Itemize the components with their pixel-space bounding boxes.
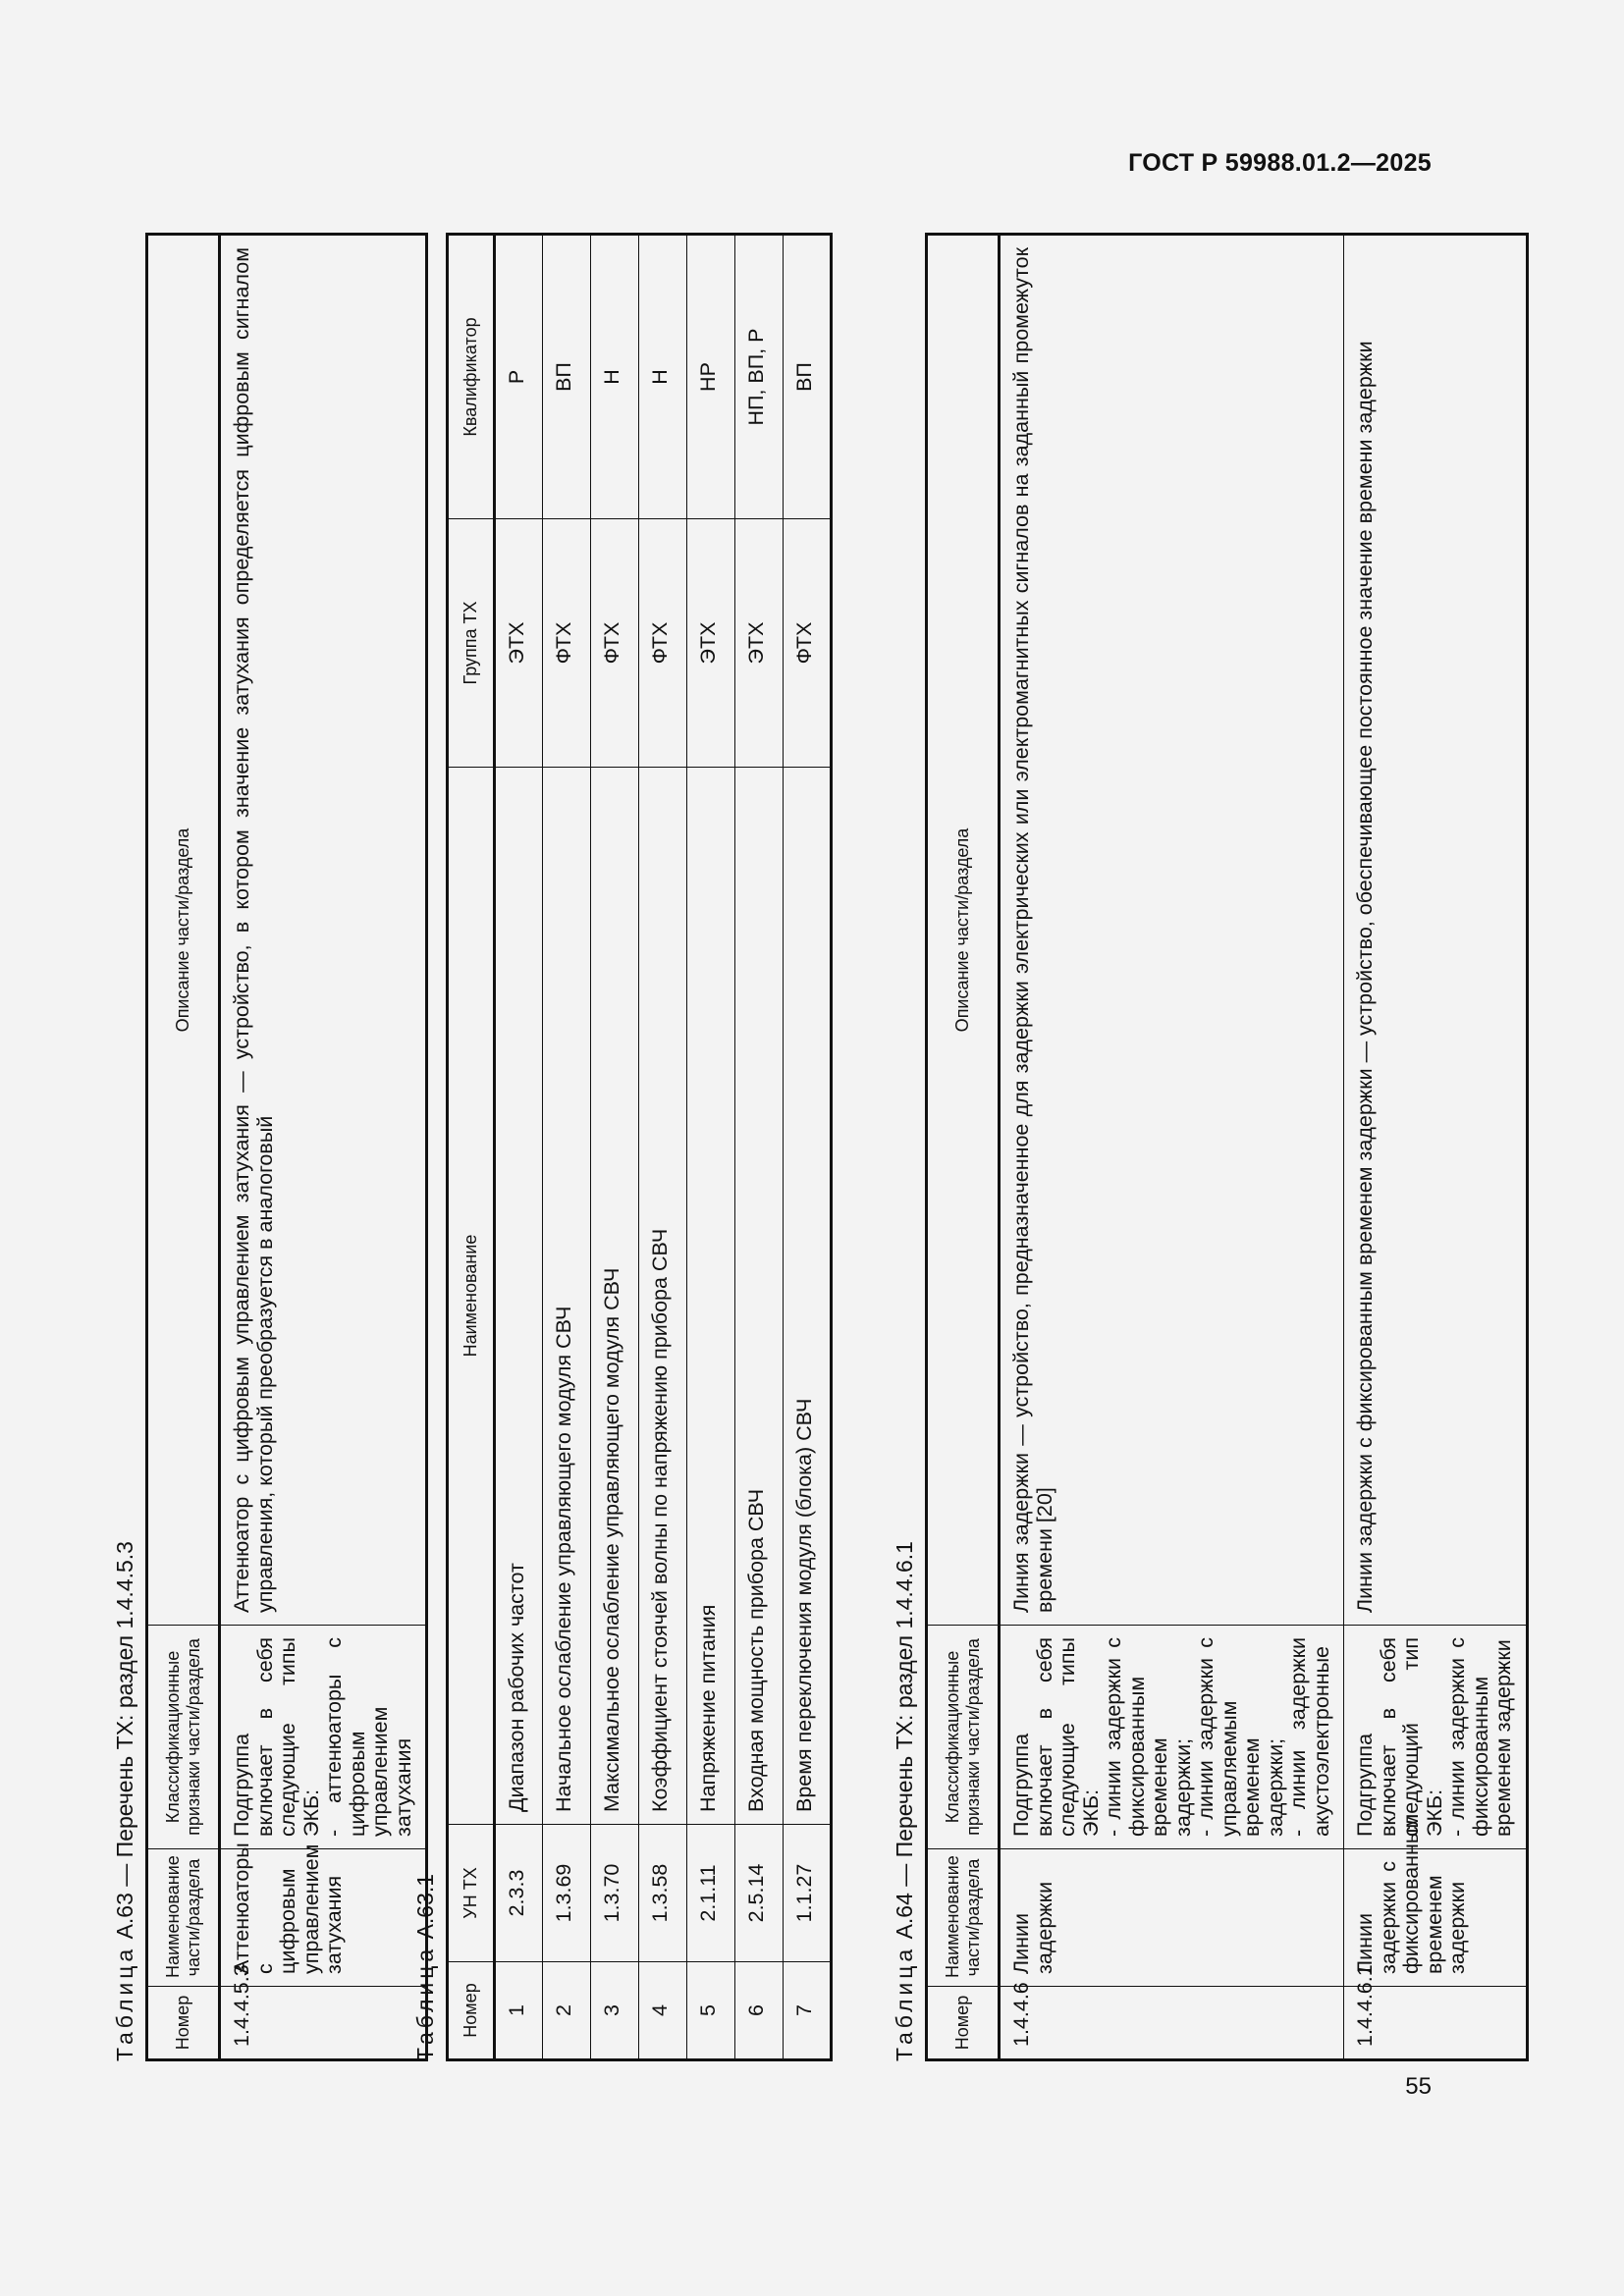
cell-name: Время переключения модуля (блока) СВЧ bbox=[784, 768, 832, 1825]
cell-group: ФТХ bbox=[543, 519, 591, 768]
cell-qualifier: ВП bbox=[543, 235, 591, 519]
cell-features bbox=[1344, 1626, 1528, 1849]
cell-group: ЭТХ bbox=[735, 519, 784, 768]
table-header-row bbox=[147, 235, 220, 2060]
features-item: - аттенюаторы с цифровым управлением затухания bbox=[322, 1637, 415, 1837]
cell-number: 1 bbox=[495, 1962, 543, 2060]
cell-code: 1.3.69 bbox=[543, 1825, 591, 1962]
features-intro: Подгруппа включает в себя следующий тип ЭКБ: bbox=[1353, 1637, 1446, 1837]
cell-name: Линии задержки bbox=[1000, 1849, 1344, 1987]
caption-word: Таблица bbox=[892, 1945, 917, 2061]
col-header-name: Наименование части/раздела bbox=[927, 1849, 1000, 1987]
cell-group: ЭТХ bbox=[687, 519, 735, 768]
features-item: - линии задержки с фиксированным временем задержки bbox=[1445, 1637, 1515, 1837]
cell-name: Аттенюаторы с цифровым управлением затухания bbox=[220, 1849, 427, 1987]
cell-qualifier: ВП bbox=[784, 235, 832, 519]
cell-qualifier: НР bbox=[687, 235, 735, 519]
cell-number: 3 bbox=[591, 1962, 639, 2060]
table-row bbox=[220, 235, 427, 2060]
cell-code: 1.3.70 bbox=[591, 1825, 639, 1962]
cell-name: Коэффициент стоячей волны по напряжению прибора СВЧ bbox=[639, 768, 687, 1825]
cell-number: 4 bbox=[639, 1962, 687, 2060]
cell-name: Напряжение питания bbox=[687, 768, 735, 1825]
cell-code: 2.3.3 bbox=[495, 1825, 543, 1962]
table-a64-caption bbox=[890, 233, 925, 2061]
cell-description: Линия задержки — устройство, предназначенное для задержки электрических или электромагнитных сигналов на заданный промежуток времени [20] bbox=[1000, 235, 1344, 1626]
table-a63-caption bbox=[110, 233, 145, 2061]
table-row bbox=[639, 235, 687, 2060]
table-row bbox=[687, 235, 735, 2060]
cell-description: Линии задержки с фиксированным временем задержки — устройство, обеспечивающее постоянное значение времени задержки bbox=[1344, 235, 1528, 1626]
cell-code: 2.5.14 bbox=[735, 1825, 784, 1962]
table-a63-block bbox=[110, 233, 428, 2061]
cell-qualifier: Н bbox=[591, 235, 639, 519]
cell-features bbox=[1000, 1626, 1344, 1849]
col-header-qualifier: Квалификатор bbox=[448, 235, 495, 519]
table-row bbox=[1000, 235, 1344, 2060]
features-item: - линии задержки с управляемым временем задержки; bbox=[1194, 1637, 1287, 1837]
col-header-description: Описание части/раздела bbox=[147, 235, 220, 1626]
cell-group: ЭТХ bbox=[495, 519, 543, 768]
cell-group: ФТХ bbox=[639, 519, 687, 768]
features-intro: Подгруппа включает в себя следующие типы ЭКБ: bbox=[1009, 1637, 1103, 1837]
table-a63 bbox=[145, 233, 428, 2061]
caption-word: Таблица bbox=[412, 1945, 438, 2061]
cell-qualifier: НП, ВП, Р bbox=[735, 235, 784, 519]
cell-number: 7 bbox=[784, 1962, 832, 2060]
cell-qualifier: Р bbox=[495, 235, 543, 519]
col-header-group: Группа ТХ bbox=[448, 519, 495, 768]
table-row bbox=[543, 235, 591, 2060]
features-item: - линии задержки акустоэлектронные bbox=[1286, 1637, 1333, 1837]
cell-number: 5 bbox=[687, 1962, 735, 2060]
cell-code: 1.1.27 bbox=[784, 1825, 832, 1962]
caption-text: А.64 — Перечень ТХ: раздел 1.4.4.6.1 bbox=[892, 1541, 917, 1940]
cell-description: Аттенюатор с цифровым управлением затухания — устройство, в котором значение затухания определяется цифровым сигналом управления, который преобразуется в аналоговый bbox=[220, 235, 427, 1626]
col-header-number: Номер bbox=[927, 1987, 1000, 2060]
table-a631-caption bbox=[410, 233, 446, 2061]
table-a64-block bbox=[890, 233, 1529, 2061]
cell-group: ФТХ bbox=[784, 519, 832, 768]
cell-name: Максимальное ослабление управляющего модуля СВЧ bbox=[591, 768, 639, 1825]
cell-number: 1.4.4.6.1 bbox=[1344, 1987, 1528, 2060]
cell-code: 2.1.11 bbox=[687, 1825, 735, 1962]
table-row bbox=[495, 235, 543, 2060]
table-a631-block bbox=[410, 233, 833, 2061]
caption-word: Таблица bbox=[112, 1945, 137, 2061]
cell-group: ФТХ bbox=[591, 519, 639, 768]
col-header-features: Классификационные признаки части/раздела bbox=[927, 1626, 1000, 1849]
document-code: ГОСТ Р 59988.01.2—2025 bbox=[1128, 149, 1432, 177]
table-row bbox=[591, 235, 639, 2060]
cell-qualifier: Н bbox=[639, 235, 687, 519]
col-header-name: Наименование bbox=[448, 768, 495, 1825]
cell-number: 2 bbox=[543, 1962, 591, 2060]
col-header-description: Описание части/раздела bbox=[927, 235, 1000, 1626]
cell-code: 1.3.58 bbox=[639, 1825, 687, 1962]
col-header-number: Номер bbox=[448, 1962, 495, 2060]
table-a631 bbox=[446, 233, 833, 2061]
cell-name: Начальное ослабление управляющего модуля СВЧ bbox=[543, 768, 591, 1825]
cell-name: Входная мощность прибора СВЧ bbox=[735, 768, 784, 1825]
cell-name: Диапазон рабочих частот bbox=[495, 768, 543, 1825]
table-header-row bbox=[448, 235, 495, 2060]
features-item: - линии задержки с фиксированным временем задержки; bbox=[1102, 1637, 1195, 1837]
caption-text: А.63 — Перечень ТХ: раздел 1.4.4.5.3 bbox=[112, 1541, 137, 1940]
col-header-features: Классификационные признаки части/раздела bbox=[147, 1626, 220, 1849]
cell-name: Линии задержки с фиксированным временем задержки bbox=[1344, 1849, 1528, 1987]
col-header-name: Наименование части/раздела bbox=[147, 1849, 220, 1987]
col-header-code: УН ТХ bbox=[448, 1825, 495, 1962]
caption-text: А.63.1 bbox=[412, 1873, 438, 1940]
table-a64 bbox=[925, 233, 1529, 2061]
cell-number: 1.4.4.5.3 bbox=[220, 1987, 427, 2060]
cell-number: 1.4.4.6 bbox=[1000, 1987, 1344, 2060]
cell-features bbox=[220, 1626, 427, 1849]
col-header-number: Номер bbox=[147, 1987, 220, 2060]
table-row bbox=[735, 235, 784, 2060]
page-number: 55 bbox=[1405, 2073, 1432, 2100]
table-row bbox=[784, 235, 832, 2060]
table-header-row bbox=[927, 235, 1000, 2060]
features-intro: Подгруппа включает в себя следующие типы ЭКБ: bbox=[230, 1637, 323, 1837]
cell-number: 6 bbox=[735, 1962, 784, 2060]
table-row bbox=[1344, 235, 1528, 2060]
